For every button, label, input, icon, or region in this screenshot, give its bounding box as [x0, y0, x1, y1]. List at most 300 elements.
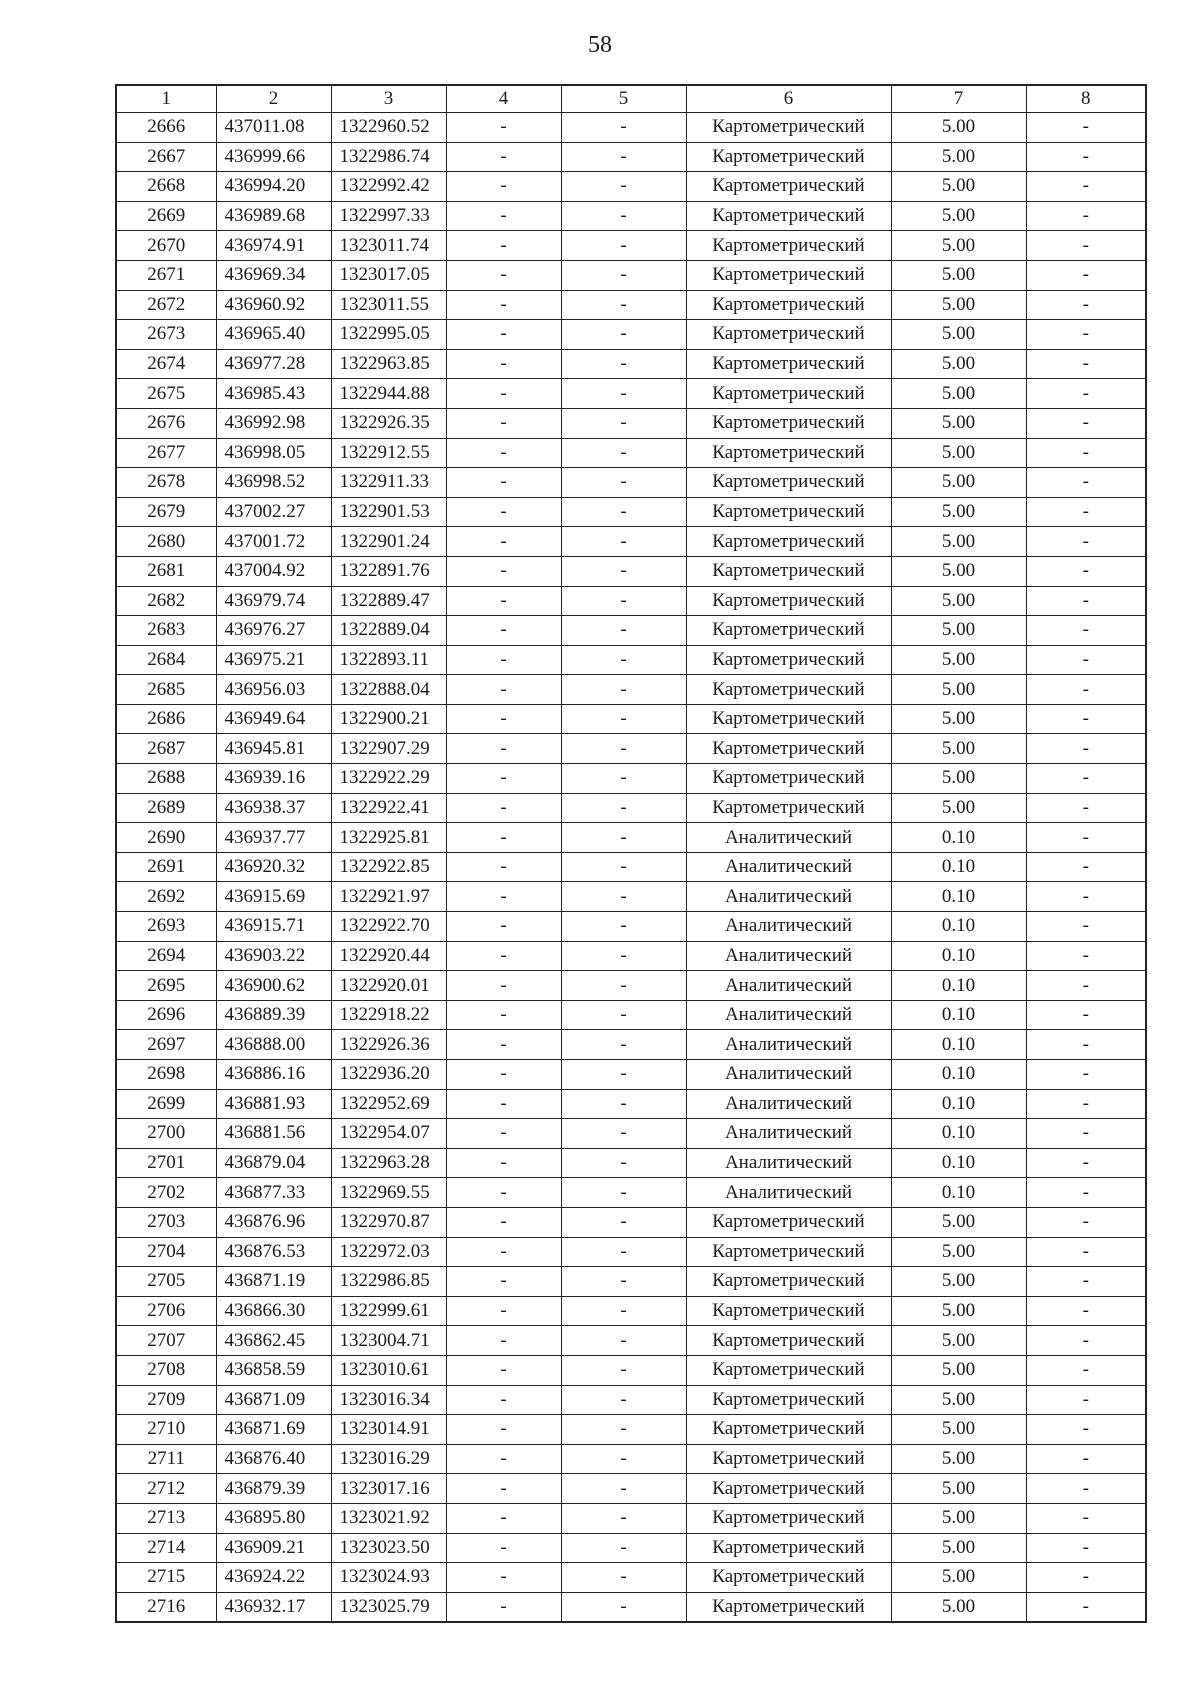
- col8-cell: -: [1026, 1533, 1146, 1563]
- method-cell: Картометрический: [686, 1296, 891, 1326]
- y-coordinate-cell: 1322995.05: [331, 320, 446, 350]
- table-row: [116, 1592, 1146, 1622]
- accuracy-cell: 5.00: [891, 1503, 1026, 1533]
- x-coordinate-cell: 436974.91: [216, 231, 331, 261]
- col4-cell: -: [446, 349, 561, 379]
- col8-cell: -: [1026, 1415, 1146, 1445]
- col8-cell: -: [1026, 734, 1146, 764]
- col4-cell: -: [446, 468, 561, 498]
- col8-cell: -: [1026, 823, 1146, 853]
- accuracy-cell: 0.10: [891, 852, 1026, 882]
- point-number-cell: 2711: [116, 1444, 216, 1474]
- col4-cell: -: [446, 231, 561, 261]
- col4-cell: -: [446, 1474, 561, 1504]
- col5-cell: -: [561, 852, 686, 882]
- col4-cell: -: [446, 1089, 561, 1119]
- accuracy-cell: 5.00: [891, 201, 1026, 231]
- col5-cell: -: [561, 1000, 686, 1030]
- point-number-cell: 2681: [116, 556, 216, 586]
- col4-cell: -: [446, 1415, 561, 1445]
- accuracy-cell: 5.00: [891, 260, 1026, 290]
- col4-cell: -: [446, 290, 561, 320]
- col8-cell: -: [1026, 497, 1146, 527]
- point-number-cell: 2672: [116, 290, 216, 320]
- x-coordinate-cell: 436877.33: [216, 1178, 331, 1208]
- x-coordinate-cell: 436895.80: [216, 1503, 331, 1533]
- accuracy-cell: 0.10: [891, 1119, 1026, 1149]
- column-header-6: 6: [686, 85, 891, 113]
- y-coordinate-cell: 1323016.29: [331, 1444, 446, 1474]
- accuracy-cell: 5.00: [891, 349, 1026, 379]
- point-number-cell: 2686: [116, 704, 216, 734]
- col5-cell: -: [561, 438, 686, 468]
- point-number-cell: 2715: [116, 1563, 216, 1593]
- col4-cell: -: [446, 764, 561, 794]
- y-coordinate-cell: 1322925.81: [331, 823, 446, 853]
- col8-cell: -: [1026, 1119, 1146, 1149]
- point-number-cell: 2676: [116, 408, 216, 438]
- y-coordinate-cell: 1323024.93: [331, 1563, 446, 1593]
- col8-cell: -: [1026, 1207, 1146, 1237]
- method-cell: Картометрический: [686, 1533, 891, 1563]
- col8-cell: -: [1026, 1060, 1146, 1090]
- method-cell: Картометрический: [686, 1237, 891, 1267]
- point-number-cell: 2682: [116, 586, 216, 616]
- table-row: [116, 172, 1146, 202]
- accuracy-cell: 5.00: [891, 556, 1026, 586]
- col5-cell: -: [561, 675, 686, 705]
- col4-cell: -: [446, 320, 561, 350]
- method-cell: Картометрический: [686, 556, 891, 586]
- x-coordinate-cell: 436881.56: [216, 1119, 331, 1149]
- x-coordinate-cell: 436977.28: [216, 349, 331, 379]
- x-coordinate-cell: 437004.92: [216, 556, 331, 586]
- column-header-3: 3: [331, 85, 446, 113]
- table-row: [116, 290, 1146, 320]
- method-cell: Картометрический: [686, 734, 891, 764]
- col5-cell: -: [561, 1385, 686, 1415]
- table-row: [116, 1296, 1146, 1326]
- col5-cell: -: [561, 793, 686, 823]
- y-coordinate-cell: 1323011.55: [331, 290, 446, 320]
- accuracy-cell: 5.00: [891, 793, 1026, 823]
- col4-cell: -: [446, 1592, 561, 1622]
- method-cell: Картометрический: [686, 1326, 891, 1356]
- point-number-cell: 2716: [116, 1592, 216, 1622]
- method-cell: Картометрический: [686, 1563, 891, 1593]
- y-coordinate-cell: 1322926.35: [331, 408, 446, 438]
- y-coordinate-cell: 1322891.76: [331, 556, 446, 586]
- point-number-cell: 2706: [116, 1296, 216, 1326]
- y-coordinate-cell: 1322936.20: [331, 1060, 446, 1090]
- col4-cell: -: [446, 379, 561, 409]
- col5-cell: -: [561, 1296, 686, 1326]
- col4-cell: -: [446, 1119, 561, 1149]
- x-coordinate-cell: 437001.72: [216, 527, 331, 557]
- table-row: [116, 586, 1146, 616]
- accuracy-cell: 5.00: [891, 1237, 1026, 1267]
- x-coordinate-cell: 436989.68: [216, 201, 331, 231]
- table-row: [116, 1533, 1146, 1563]
- col4-cell: -: [446, 1207, 561, 1237]
- accuracy-cell: 0.10: [891, 971, 1026, 1001]
- col4-cell: -: [446, 113, 561, 143]
- method-cell: Аналитический: [686, 823, 891, 853]
- point-number-cell: 2695: [116, 971, 216, 1001]
- col5-cell: -: [561, 941, 686, 971]
- x-coordinate-cell: 436924.22: [216, 1563, 331, 1593]
- accuracy-cell: 5.00: [891, 438, 1026, 468]
- table-row: [116, 556, 1146, 586]
- method-cell: Картометрический: [686, 527, 891, 557]
- method-cell: Аналитический: [686, 1060, 891, 1090]
- table-row: [116, 1119, 1146, 1149]
- table-row: [116, 823, 1146, 853]
- x-coordinate-cell: 436879.04: [216, 1148, 331, 1178]
- column-header-7: 7: [891, 85, 1026, 113]
- col8-cell: -: [1026, 852, 1146, 882]
- method-cell: Аналитический: [686, 1000, 891, 1030]
- table-row: [116, 320, 1146, 350]
- y-coordinate-cell: 1323011.74: [331, 231, 446, 261]
- col4-cell: -: [446, 1385, 561, 1415]
- method-cell: Аналитический: [686, 852, 891, 882]
- accuracy-cell: 5.00: [891, 142, 1026, 172]
- y-coordinate-cell: 1322922.70: [331, 912, 446, 942]
- accuracy-cell: 5.00: [891, 1533, 1026, 1563]
- col5-cell: -: [561, 113, 686, 143]
- col8-cell: -: [1026, 586, 1146, 616]
- table-row: [116, 1415, 1146, 1445]
- col5-cell: -: [561, 1089, 686, 1119]
- method-cell: Картометрический: [686, 704, 891, 734]
- point-number-cell: 2714: [116, 1533, 216, 1563]
- col4-cell: -: [446, 793, 561, 823]
- col8-cell: -: [1026, 1148, 1146, 1178]
- col5-cell: -: [561, 1237, 686, 1267]
- method-cell: Картометрический: [686, 675, 891, 705]
- col5-cell: -: [561, 379, 686, 409]
- col8-cell: -: [1026, 1237, 1146, 1267]
- accuracy-cell: 5.00: [891, 172, 1026, 202]
- y-coordinate-cell: 1322972.03: [331, 1237, 446, 1267]
- table-row: [116, 1326, 1146, 1356]
- x-coordinate-cell: 436994.20: [216, 172, 331, 202]
- x-coordinate-cell: 436956.03: [216, 675, 331, 705]
- col4-cell: -: [446, 1000, 561, 1030]
- accuracy-cell: 5.00: [891, 468, 1026, 498]
- point-number-cell: 2674: [116, 349, 216, 379]
- col8-cell: -: [1026, 527, 1146, 557]
- x-coordinate-cell: 436889.39: [216, 1000, 331, 1030]
- table-row: [116, 142, 1146, 172]
- accuracy-cell: 5.00: [891, 527, 1026, 557]
- point-number-cell: 2687: [116, 734, 216, 764]
- y-coordinate-cell: 1322900.21: [331, 704, 446, 734]
- col5-cell: -: [561, 1563, 686, 1593]
- col8-cell: -: [1026, 1385, 1146, 1415]
- method-cell: Картометрический: [686, 1267, 891, 1297]
- table-row: [116, 408, 1146, 438]
- y-coordinate-cell: 1322901.24: [331, 527, 446, 557]
- point-number-cell: 2679: [116, 497, 216, 527]
- method-cell: Картометрический: [686, 586, 891, 616]
- table-row: [116, 379, 1146, 409]
- table-row: [116, 1355, 1146, 1385]
- col5-cell: -: [561, 971, 686, 1001]
- x-coordinate-cell: 436858.59: [216, 1355, 331, 1385]
- table-row: [116, 1444, 1146, 1474]
- col8-cell: -: [1026, 231, 1146, 261]
- col4-cell: -: [446, 675, 561, 705]
- point-number-cell: 2668: [116, 172, 216, 202]
- col4-cell: -: [446, 1326, 561, 1356]
- col8-cell: -: [1026, 1444, 1146, 1474]
- x-coordinate-cell: 436998.05: [216, 438, 331, 468]
- x-coordinate-cell: 436998.52: [216, 468, 331, 498]
- col8-cell: -: [1026, 1474, 1146, 1504]
- point-number-cell: 2670: [116, 231, 216, 261]
- y-coordinate-cell: 1322922.85: [331, 852, 446, 882]
- accuracy-cell: 0.10: [891, 1089, 1026, 1119]
- col8-cell: -: [1026, 260, 1146, 290]
- table-row: [116, 260, 1146, 290]
- col5-cell: -: [561, 645, 686, 675]
- col5-cell: -: [561, 201, 686, 231]
- y-coordinate-cell: 1322893.11: [331, 645, 446, 675]
- point-number-cell: 2692: [116, 882, 216, 912]
- point-number-cell: 2710: [116, 1415, 216, 1445]
- method-cell: Картометрический: [686, 616, 891, 646]
- accuracy-cell: 5.00: [891, 1207, 1026, 1237]
- x-coordinate-cell: 436862.45: [216, 1326, 331, 1356]
- col8-cell: -: [1026, 1178, 1146, 1208]
- accuracy-cell: 5.00: [891, 1563, 1026, 1593]
- y-coordinate-cell: 1323025.79: [331, 1592, 446, 1622]
- method-cell: Картометрический: [686, 468, 891, 498]
- col4-cell: -: [446, 1148, 561, 1178]
- point-number-cell: 2700: [116, 1119, 216, 1149]
- col5-cell: -: [561, 231, 686, 261]
- col5-cell: -: [561, 1178, 686, 1208]
- y-coordinate-cell: 1322992.42: [331, 172, 446, 202]
- table-row: [116, 882, 1146, 912]
- table-row: [116, 704, 1146, 734]
- col8-cell: -: [1026, 438, 1146, 468]
- table-row: [116, 764, 1146, 794]
- col8-cell: -: [1026, 1503, 1146, 1533]
- accuracy-cell: 5.00: [891, 320, 1026, 350]
- table-body: [116, 113, 1146, 1623]
- table-row: [116, 231, 1146, 261]
- point-number-cell: 2696: [116, 1000, 216, 1030]
- col5-cell: -: [561, 260, 686, 290]
- x-coordinate-cell: 436965.40: [216, 320, 331, 350]
- y-coordinate-cell: 1323021.92: [331, 1503, 446, 1533]
- x-coordinate-cell: 436979.74: [216, 586, 331, 616]
- y-coordinate-cell: 1322921.97: [331, 882, 446, 912]
- col4-cell: -: [446, 971, 561, 1001]
- method-cell: Картометрический: [686, 1503, 891, 1533]
- col5-cell: -: [561, 349, 686, 379]
- column-header-1: 1: [116, 85, 216, 113]
- accuracy-cell: 0.10: [891, 1178, 1026, 1208]
- col8-cell: -: [1026, 1000, 1146, 1030]
- table-row: [116, 1503, 1146, 1533]
- col8-cell: -: [1026, 1326, 1146, 1356]
- table-row: [116, 912, 1146, 942]
- table-row: [116, 1030, 1146, 1060]
- col5-cell: -: [561, 882, 686, 912]
- accuracy-cell: 5.00: [891, 1592, 1026, 1622]
- col4-cell: -: [446, 438, 561, 468]
- col4-cell: -: [446, 408, 561, 438]
- col5-cell: -: [561, 468, 686, 498]
- col5-cell: -: [561, 1533, 686, 1563]
- col8-cell: -: [1026, 556, 1146, 586]
- table-row: [116, 1000, 1146, 1030]
- accuracy-cell: 0.10: [891, 1000, 1026, 1030]
- table-row: [116, 1563, 1146, 1593]
- x-coordinate-cell: 436945.81: [216, 734, 331, 764]
- table-row: [116, 349, 1146, 379]
- table-row: [116, 793, 1146, 823]
- col8-cell: -: [1026, 941, 1146, 971]
- x-coordinate-cell: 436876.53: [216, 1237, 331, 1267]
- col4-cell: -: [446, 586, 561, 616]
- y-coordinate-cell: 1322920.01: [331, 971, 446, 1001]
- accuracy-cell: 0.10: [891, 1148, 1026, 1178]
- page-number: 58: [588, 32, 612, 58]
- point-number-cell: 2702: [116, 1178, 216, 1208]
- col4-cell: -: [446, 645, 561, 675]
- point-number-cell: 2684: [116, 645, 216, 675]
- accuracy-cell: 5.00: [891, 1444, 1026, 1474]
- table-row: [116, 1148, 1146, 1178]
- accuracy-cell: 5.00: [891, 675, 1026, 705]
- point-number-cell: 2697: [116, 1030, 216, 1060]
- method-cell: Аналитический: [686, 1089, 891, 1119]
- col4-cell: -: [446, 734, 561, 764]
- table-header: [116, 85, 1146, 113]
- table-row: [116, 675, 1146, 705]
- method-cell: Картометрический: [686, 349, 891, 379]
- col8-cell: -: [1026, 1296, 1146, 1326]
- column-header-4: 4: [446, 85, 561, 113]
- point-number-cell: 2677: [116, 438, 216, 468]
- col4-cell: -: [446, 172, 561, 202]
- method-cell: Картометрический: [686, 142, 891, 172]
- col8-cell: -: [1026, 793, 1146, 823]
- col8-cell: -: [1026, 912, 1146, 942]
- point-number-cell: 2709: [116, 1385, 216, 1415]
- col5-cell: -: [561, 734, 686, 764]
- y-coordinate-cell: 1322999.61: [331, 1296, 446, 1326]
- point-number-cell: 2688: [116, 764, 216, 794]
- y-coordinate-cell: 1323016.34: [331, 1385, 446, 1415]
- table-row: [116, 1237, 1146, 1267]
- col5-cell: -: [561, 142, 686, 172]
- point-number-cell: 2673: [116, 320, 216, 350]
- table-row: [116, 852, 1146, 882]
- x-coordinate-cell: 436886.16: [216, 1060, 331, 1090]
- accuracy-cell: 5.00: [891, 734, 1026, 764]
- x-coordinate-cell: 436937.77: [216, 823, 331, 853]
- col8-cell: -: [1026, 1030, 1146, 1060]
- col8-cell: -: [1026, 408, 1146, 438]
- accuracy-cell: 5.00: [891, 113, 1026, 143]
- table-row: [116, 971, 1146, 1001]
- x-coordinate-cell: 436976.27: [216, 616, 331, 646]
- method-cell: Аналитический: [686, 941, 891, 971]
- col4-cell: -: [446, 1178, 561, 1208]
- col5-cell: -: [561, 586, 686, 616]
- accuracy-cell: 0.10: [891, 941, 1026, 971]
- column-header-5: 5: [561, 85, 686, 113]
- table-row: [116, 616, 1146, 646]
- x-coordinate-cell: 436932.17: [216, 1592, 331, 1622]
- y-coordinate-cell: 1322918.22: [331, 1000, 446, 1030]
- y-coordinate-cell: 1322920.44: [331, 941, 446, 971]
- col4-cell: -: [446, 1060, 561, 1090]
- point-number-cell: 2666: [116, 113, 216, 143]
- x-coordinate-cell: 436969.34: [216, 260, 331, 290]
- table-row: [116, 645, 1146, 675]
- method-cell: Аналитический: [686, 971, 891, 1001]
- point-number-cell: 2683: [116, 616, 216, 646]
- y-coordinate-cell: 1322954.07: [331, 1119, 446, 1149]
- col5-cell: -: [561, 823, 686, 853]
- method-cell: Картометрический: [686, 379, 891, 409]
- x-coordinate-cell: 436871.19: [216, 1267, 331, 1297]
- method-cell: Картометрический: [686, 408, 891, 438]
- table-row: [116, 201, 1146, 231]
- x-coordinate-cell: 436871.69: [216, 1415, 331, 1445]
- method-cell: Аналитический: [686, 1119, 891, 1149]
- col5-cell: -: [561, 1592, 686, 1622]
- point-number-cell: 2693: [116, 912, 216, 942]
- accuracy-cell: 0.10: [891, 882, 1026, 912]
- x-coordinate-cell: 436985.43: [216, 379, 331, 409]
- col5-cell: -: [561, 1119, 686, 1149]
- y-coordinate-cell: 1322960.52: [331, 113, 446, 143]
- method-cell: Аналитический: [686, 1178, 891, 1208]
- y-coordinate-cell: 1323004.71: [331, 1326, 446, 1356]
- point-number-cell: 2705: [116, 1267, 216, 1297]
- method-cell: Картометрический: [686, 260, 891, 290]
- col8-cell: -: [1026, 201, 1146, 231]
- accuracy-cell: 5.00: [891, 231, 1026, 261]
- x-coordinate-cell: 436909.21: [216, 1533, 331, 1563]
- col4-cell: -: [446, 882, 561, 912]
- col4-cell: -: [446, 527, 561, 557]
- method-cell: Картометрический: [686, 201, 891, 231]
- point-number-cell: 2699: [116, 1089, 216, 1119]
- accuracy-cell: 5.00: [891, 408, 1026, 438]
- y-coordinate-cell: 1322907.29: [331, 734, 446, 764]
- y-coordinate-cell: 1322911.33: [331, 468, 446, 498]
- col4-cell: -: [446, 704, 561, 734]
- col8-cell: -: [1026, 616, 1146, 646]
- col5-cell: -: [561, 1503, 686, 1533]
- y-coordinate-cell: 1322997.33: [331, 201, 446, 231]
- point-number-cell: 2689: [116, 793, 216, 823]
- x-coordinate-cell: 436900.62: [216, 971, 331, 1001]
- col4-cell: -: [446, 497, 561, 527]
- x-coordinate-cell: 436949.64: [216, 704, 331, 734]
- accuracy-cell: 5.00: [891, 1326, 1026, 1356]
- y-coordinate-cell: 1323017.16: [331, 1474, 446, 1504]
